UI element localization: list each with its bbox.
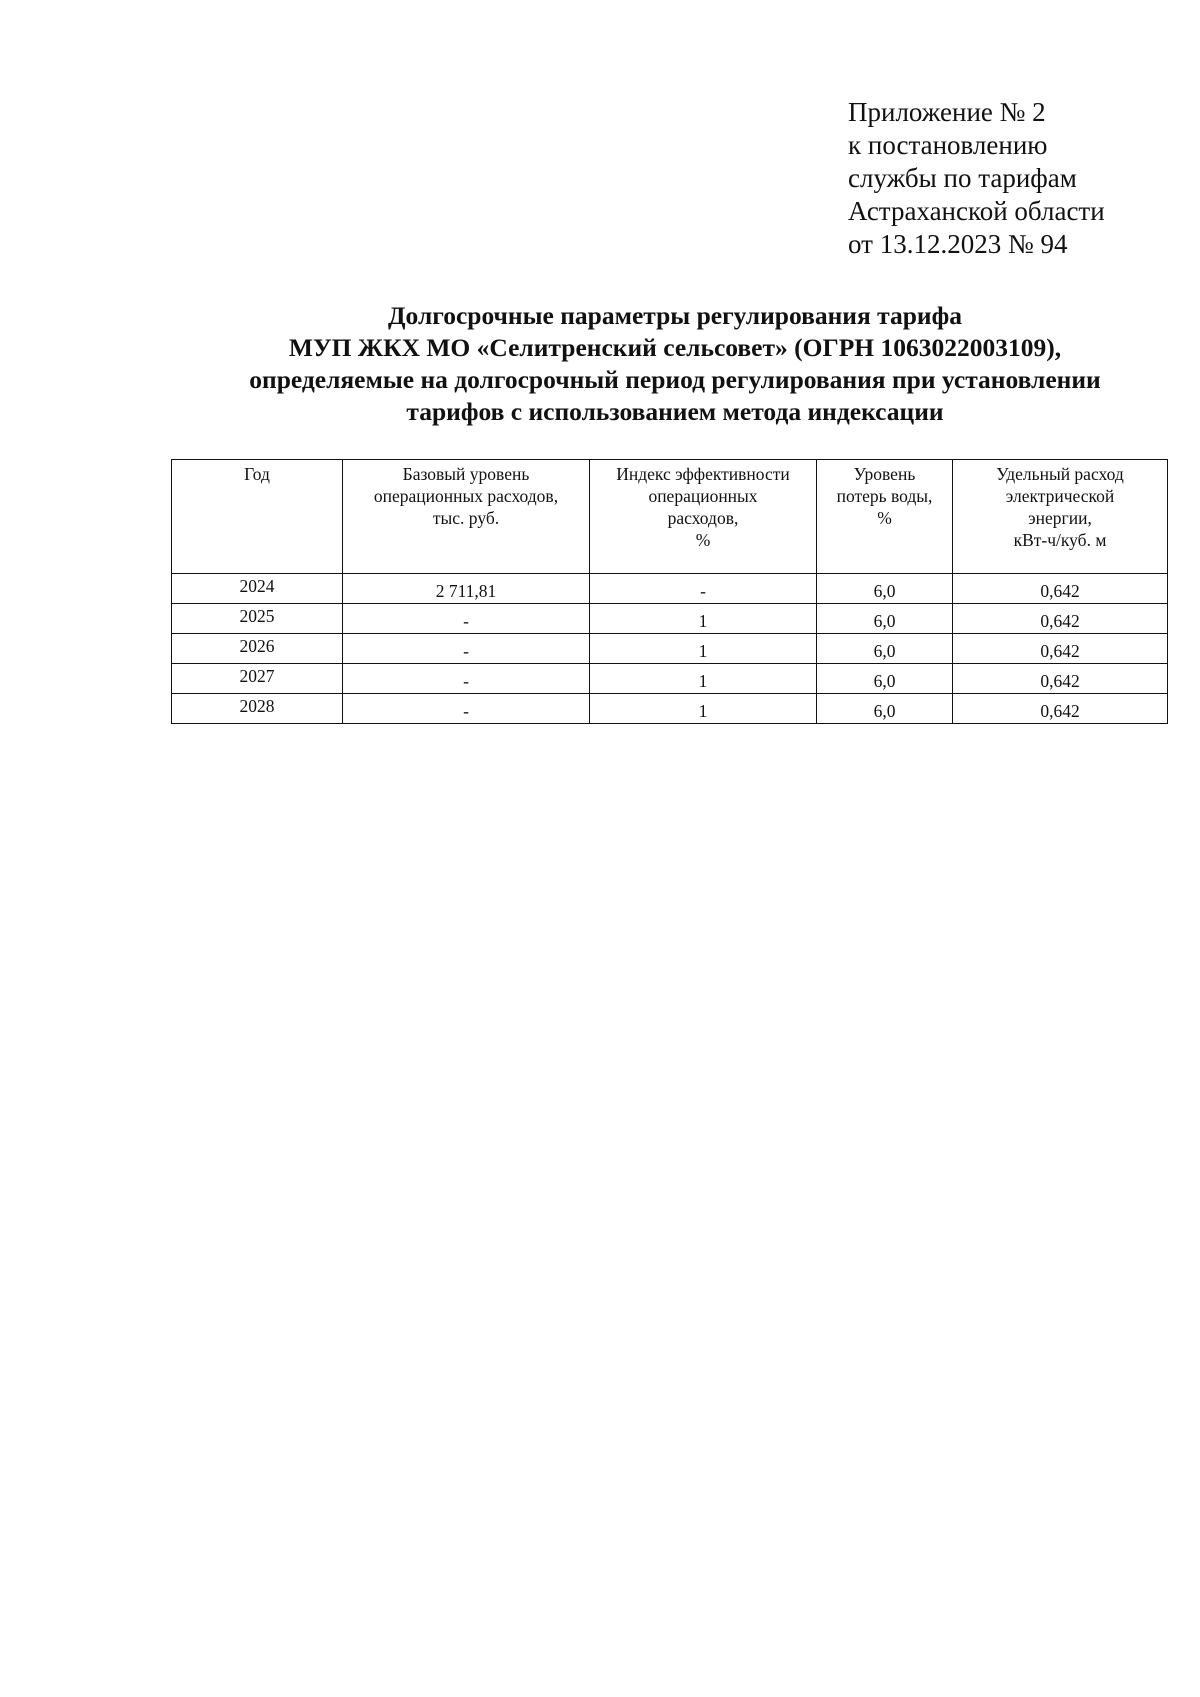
cell-energy-consumption: 0,642	[953, 604, 1168, 634]
cell-energy-consumption: 0,642	[953, 634, 1168, 664]
cell-energy-consumption: 0,642	[953, 574, 1168, 604]
cell-base-opex: 2 711,81	[343, 574, 590, 604]
cell-base-opex: -	[343, 604, 590, 634]
title-line: Долгосрочные параметры регулирования тарифа	[387, 301, 962, 330]
cell-energy-consumption: 0,642	[953, 664, 1168, 694]
cell-year: 2026	[172, 634, 343, 664]
document-title	[200, 300, 1150, 428]
cell-energy-consumption: 0,642	[953, 694, 1168, 724]
header-energy-consumption: Удельный расход электрической энергии, кВт-ч/куб. м	[953, 460, 1168, 574]
table-row	[172, 634, 1168, 664]
header-water-loss: Уровень потерь воды, %	[817, 460, 953, 574]
cell-water-loss: 6,0	[817, 664, 953, 694]
appendix-line: службы по тарифам	[848, 163, 1077, 193]
cell-base-opex: -	[343, 634, 590, 664]
appendix-line: Приложение № 2	[848, 97, 1046, 127]
table-row	[172, 604, 1168, 634]
cell-efficiency-index: 1	[590, 634, 817, 664]
table-header-row	[172, 460, 1168, 574]
parameters-table	[171, 459, 1168, 724]
appendix-line: от 13.12.2023 № 94	[848, 229, 1068, 259]
title-line: МУП ЖКХ МО «Селитренский сельсовет» (ОГРН 1063022003109),	[288, 333, 1062, 362]
appendix-line: к постановлению	[848, 130, 1048, 160]
cell-year: 2027	[172, 664, 343, 694]
title-line: определяемые на долгосрочный период регулирования при установлении	[249, 365, 1101, 394]
appendix-line: Астраханской области	[848, 196, 1105, 226]
table-row	[172, 574, 1168, 604]
title-line: тарифов с использованием метода индексации	[406, 397, 944, 426]
cell-water-loss: 6,0	[817, 604, 953, 634]
cell-efficiency-index: -	[590, 574, 817, 604]
cell-water-loss: 6,0	[817, 694, 953, 724]
header-year: Год	[172, 460, 343, 574]
cell-year: 2024	[172, 574, 343, 604]
appendix-block	[848, 96, 1105, 261]
cell-year: 2028	[172, 694, 343, 724]
header-efficiency-index: Индекс эффективности операционных расходов, %	[590, 460, 817, 574]
table-row	[172, 664, 1168, 694]
cell-water-loss: 6,0	[817, 634, 953, 664]
cell-base-opex: -	[343, 694, 590, 724]
cell-year: 2025	[172, 604, 343, 634]
cell-water-loss: 6,0	[817, 574, 953, 604]
cell-efficiency-index: 1	[590, 694, 817, 724]
cell-efficiency-index: 1	[590, 664, 817, 694]
header-base-opex: Базовый уровень операционных расходов, тыс. руб.	[343, 460, 590, 574]
cell-efficiency-index: 1	[590, 604, 817, 634]
table-row	[172, 694, 1168, 724]
cell-base-opex: -	[343, 664, 590, 694]
